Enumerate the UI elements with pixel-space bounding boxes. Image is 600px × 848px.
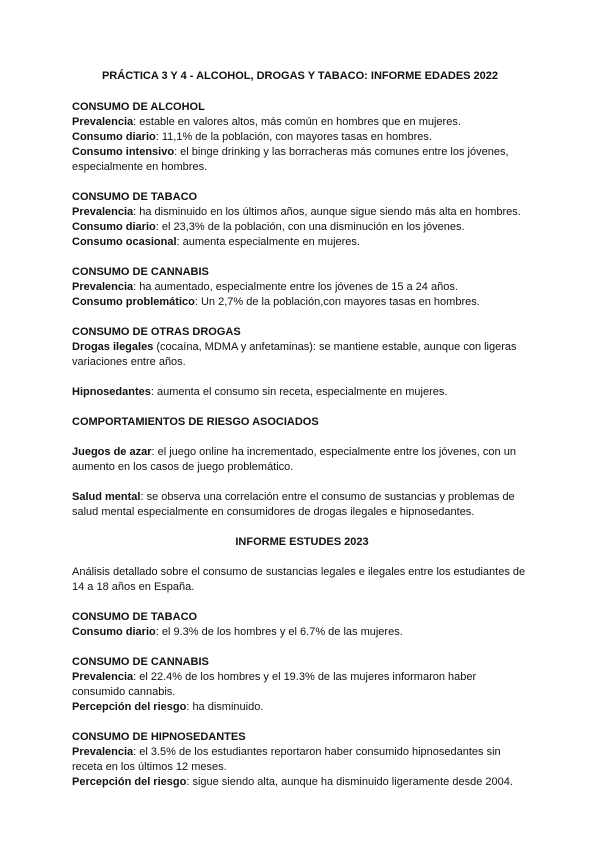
section-heading-cannabis: CONSUMO DE CANNABIS bbox=[72, 266, 209, 278]
term-text: : sigue siendo alta, aunque ha disminuido ligeramente desde 2004. bbox=[186, 776, 513, 788]
section-heading-cannabis-estudes: CONSUMO DE CANNABIS bbox=[72, 656, 209, 668]
term-label: Drogas ilegales bbox=[72, 341, 154, 353]
term-text: : Un 2,7% de la población,con mayores tasas en hombres. bbox=[194, 296, 480, 308]
term-text: : el 23,3% de la población, con una disminución en los jóvenes. bbox=[155, 221, 465, 233]
term-label: Consumo ocasional bbox=[72, 236, 177, 248]
term-text: : el binge drinking y las borracheras más comunes entre los jóvenes, especialmente en hombres. bbox=[72, 146, 509, 173]
paragraph bbox=[72, 625, 532, 640]
intro-paragraph: Análisis detallado sobre el consumo de sustancias legales e ilegales entre los estudiantes de 14 a 18 años en España. bbox=[72, 566, 526, 593]
term-text: : se observa una correlación entre el consumo de sustancias y problemas de salud mental especialmente en consumidores de drogas ilegales e hipnosedantes. bbox=[72, 491, 515, 518]
term-label: Prevalencia bbox=[72, 281, 134, 293]
section-heading-otras-drogas: CONSUMO DE OTRAS DROGAS bbox=[72, 326, 241, 338]
paragraph bbox=[72, 235, 532, 250]
term-text: : ha disminuido en los últimos años, aunque sigue siendo más alta en hombres. bbox=[133, 206, 521, 218]
paragraph bbox=[72, 295, 532, 310]
term-label: Juegos de azar bbox=[72, 446, 152, 458]
term-text: (cocaína, MDMA y anfetaminas): se mantiene estable, aunque con ligeras variaciones entre años. bbox=[72, 341, 517, 368]
term-text: : aumenta especialmente en mujeres. bbox=[176, 236, 360, 248]
term-text: : el 9.3% de los hombres y el 6.7% de las mujeres. bbox=[155, 626, 403, 638]
term-text: : aumenta el consumo sin receta, especialmente en mujeres. bbox=[150, 386, 448, 398]
paragraph bbox=[72, 145, 532, 175]
paragraph bbox=[72, 205, 532, 220]
term-label: Prevalencia bbox=[72, 746, 134, 758]
paragraph bbox=[72, 220, 532, 235]
paragraph bbox=[72, 490, 532, 520]
section-heading-hipnosedantes: CONSUMO DE HIPNOSEDANTES bbox=[72, 731, 246, 743]
term-label: Consumo intensivo bbox=[72, 146, 175, 158]
paragraph bbox=[72, 385, 532, 400]
section-heading-estudes: INFORME ESTUDES 2023 bbox=[235, 536, 369, 548]
section-heading-tabaco-estudes: CONSUMO DE TABACO bbox=[72, 611, 198, 623]
document-title: PRÁCTICA 3 Y 4 - ALCOHOL, DROGAS Y TABACO: INFORME EDADES 2022 bbox=[101, 70, 499, 82]
term-label: Consumo problemático bbox=[72, 296, 195, 308]
paragraph bbox=[72, 115, 532, 130]
paragraph bbox=[72, 700, 532, 715]
term-text: : el juego online ha incrementado, especialmente entre los jóvenes, con un aumento en los casos de juego problemático. bbox=[72, 446, 516, 473]
term-label: Consumo diario bbox=[72, 626, 156, 638]
term-label: Prevalencia bbox=[72, 116, 134, 128]
term-label: Percepción del riesgo bbox=[72, 701, 187, 713]
section-heading-riesgo: COMPORTAMIENTOS DE RIESGO ASOCIADOS bbox=[72, 416, 319, 428]
term-text: : el 22.4% de los hombres y el 19.3% de las mujeres informaron haber consumido cannabis. bbox=[72, 671, 477, 698]
term-label: Consumo diario bbox=[72, 221, 156, 233]
document-body bbox=[72, 100, 532, 790]
paragraph bbox=[72, 445, 532, 475]
term-label: Hipnosedantes bbox=[72, 386, 151, 398]
term-text: : ha aumentado, especialmente entre los jóvenes de 15 a 24 años. bbox=[133, 281, 458, 293]
paragraph bbox=[72, 340, 532, 370]
term-text: : ha disminuido. bbox=[186, 701, 264, 713]
paragraph bbox=[72, 670, 532, 700]
term-text: : el 3.5% de los estudiantes reportaron haber consumido hipnosedantes sin receta en los últimos 12 meses. bbox=[72, 746, 501, 773]
term-label: Percepción del riesgo bbox=[72, 776, 187, 788]
paragraph bbox=[72, 775, 532, 790]
paragraph bbox=[72, 130, 532, 145]
paragraph bbox=[72, 280, 532, 295]
term-label: Consumo diario bbox=[72, 131, 156, 143]
term-label: Prevalencia bbox=[72, 671, 134, 683]
term-text: : 11,1% de la población, con mayores tasas en hombres. bbox=[155, 131, 432, 143]
section-heading-tabaco: CONSUMO DE TABACO bbox=[72, 191, 198, 203]
section-heading-alcohol: CONSUMO DE ALCOHOL bbox=[72, 101, 205, 113]
term-label: Prevalencia bbox=[72, 206, 134, 218]
term-text: : estable en valores altos, más común en hombres que en mujeres. bbox=[133, 116, 461, 128]
paragraph bbox=[72, 745, 532, 775]
term-label: Salud mental bbox=[72, 491, 141, 503]
